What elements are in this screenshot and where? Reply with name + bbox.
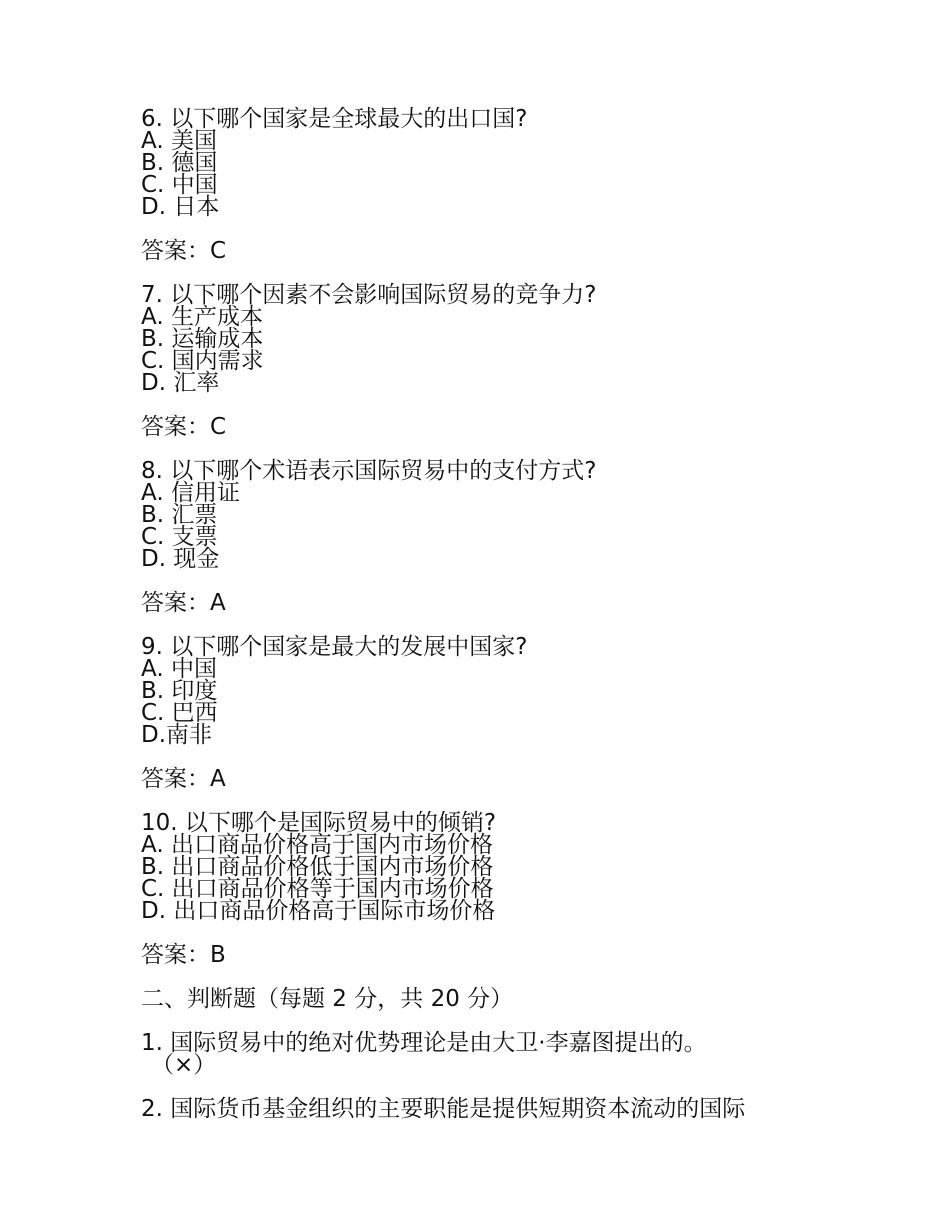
option-a: A. 信用证 xyxy=(141,480,240,506)
option-d: D. 日本 xyxy=(141,194,220,220)
question-7 xyxy=(141,284,841,438)
true-false-item-1 xyxy=(141,1032,841,1076)
answer: 答案：C xyxy=(141,238,227,264)
question-10 xyxy=(141,812,841,966)
question-title: 7. 以下哪个因素不会影响国际贸易的竞争力? xyxy=(141,282,597,308)
question-title: 6. 以下哪个国家是全球最大的出口国? xyxy=(141,106,528,132)
option-b: B. 德国 xyxy=(141,150,218,176)
option-c: C. 中国 xyxy=(141,172,218,198)
answer: 答案：C xyxy=(141,414,227,440)
answer: 答案：A xyxy=(141,766,226,792)
option-c: C. 出口商品价格等于国内市场价格 xyxy=(141,876,494,902)
option-a: A. 出口商品价格高于国内市场价格 xyxy=(141,832,493,858)
question-title: 10. 以下哪个是国际贸易中的倾销? xyxy=(141,810,497,836)
option-a: A. 美国 xyxy=(141,128,217,154)
true-false-mark: （×） xyxy=(151,1052,217,1078)
question-title: 9. 以下哪个国家是最大的发展中国家? xyxy=(141,634,528,660)
true-false-statement: 2. 国际货币基金组织的主要职能是提供短期资本流动的国际 xyxy=(141,1096,746,1122)
option-c: C. 国内需求 xyxy=(141,348,264,374)
question-9 xyxy=(141,636,841,790)
section-title: 二、判断题（每题 2 分，共 20 分） xyxy=(141,986,514,1012)
option-d: D. 出口商品价格高于国际市场价格 xyxy=(141,898,496,924)
option-b: B. 运输成本 xyxy=(141,326,264,352)
question-6 xyxy=(141,108,841,262)
question-title: 8. 以下哪个术语表示国际贸易中的支付方式? xyxy=(141,458,597,484)
document-page xyxy=(141,108,841,1142)
option-c: C. 支票 xyxy=(141,524,218,550)
answer: 答案：A xyxy=(141,590,226,616)
option-a: A. 中国 xyxy=(141,656,217,682)
option-b: B. 印度 xyxy=(141,678,218,704)
answer: 答案：B xyxy=(141,942,226,968)
true-false-statement: 1. 国际贸易中的绝对优势理论是由大卫·李嘉图提出的。 xyxy=(141,1030,707,1056)
option-d: D. 汇率 xyxy=(141,370,220,396)
option-d: D. 现金 xyxy=(141,546,220,572)
question-8 xyxy=(141,460,841,614)
option-b: B. 汇票 xyxy=(141,502,218,528)
option-d: D.南非 xyxy=(141,722,213,748)
option-c: C. 巴西 xyxy=(141,700,218,726)
option-a: A. 生产成本 xyxy=(141,304,263,330)
true-false-item-2 xyxy=(141,1098,841,1120)
option-b: B. 出口商品价格低于国内市场价格 xyxy=(141,854,494,880)
